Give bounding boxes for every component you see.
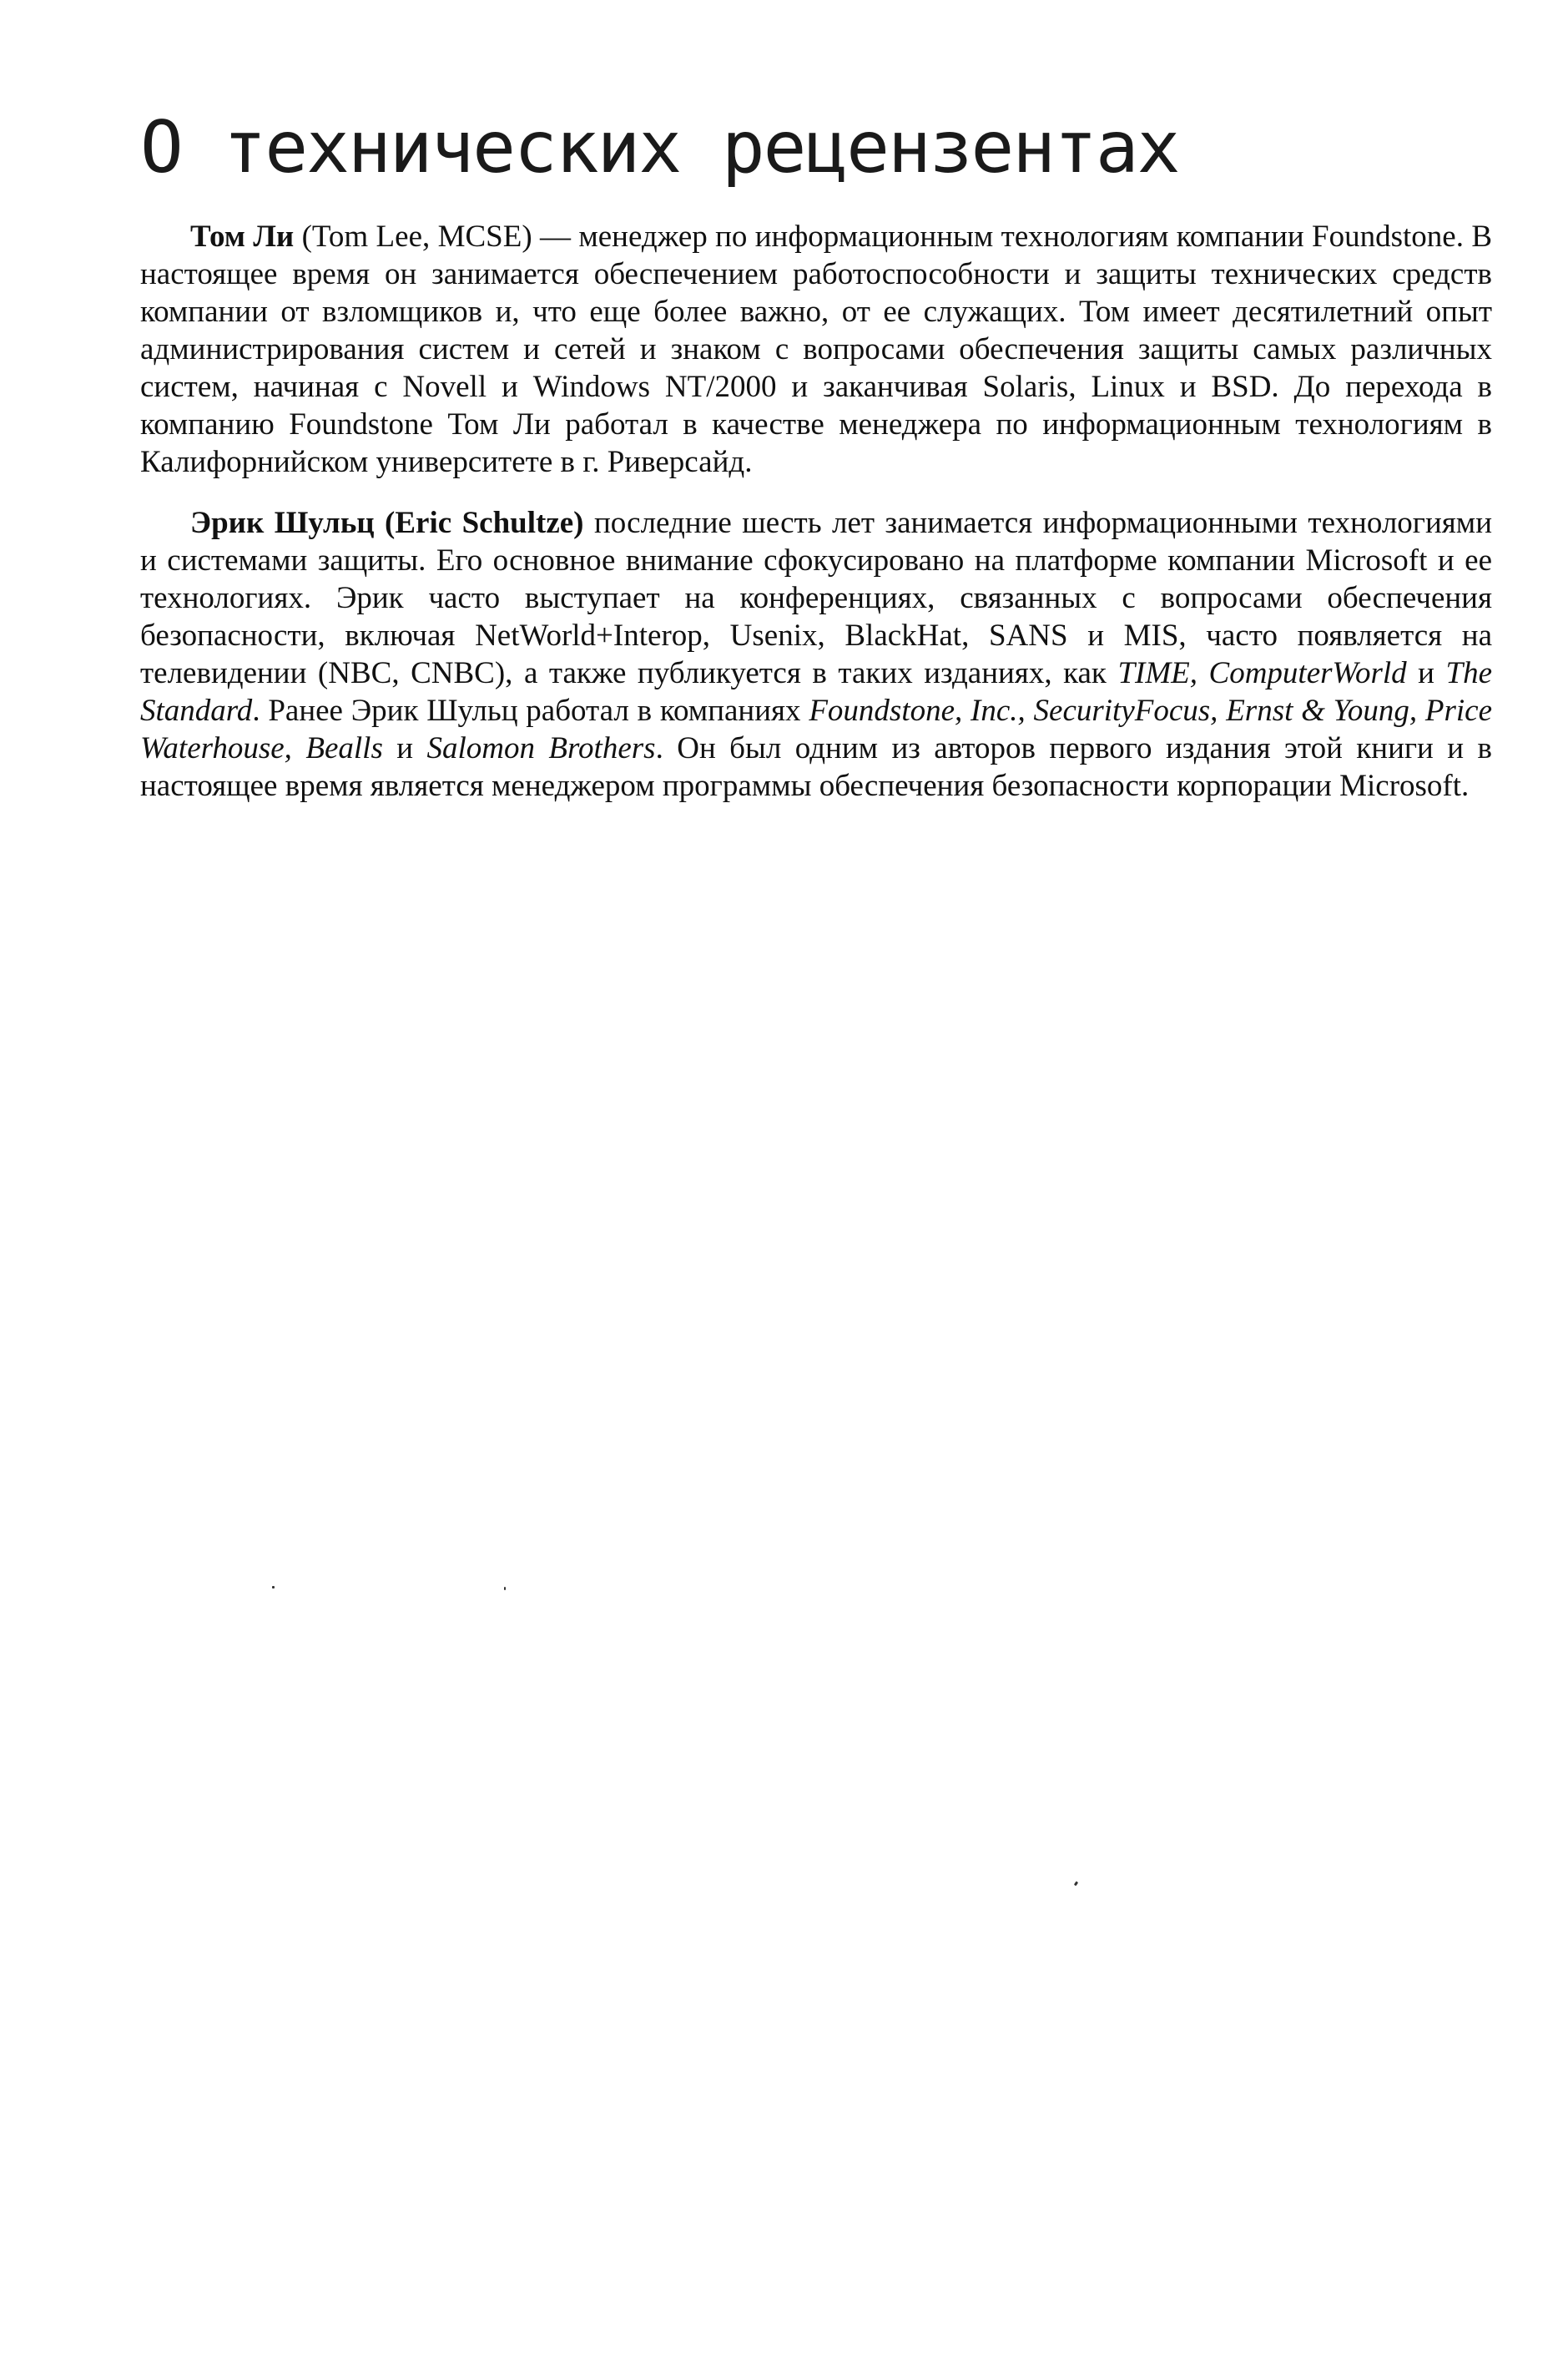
reviewer-bio-text: . Ранее Эрик Шульц работал в компаниях: [252, 693, 809, 728]
publication-names: TIME, ComputerWorld: [1117, 655, 1407, 690]
page-title: О технических рецензентах: [140, 106, 1179, 189]
reviewer-name-latin: (Eric Schultze): [385, 505, 584, 540]
reviewer-bio-text: последние шесть лет занимается информационными технологиями и системами защиты. Его основное внимание сфокусировано на платформе компании Microsoft и ее технологиях. Эрик часто выступает на конференциях, связанных с вопросами обеспечения безопасности, включая NetWorld+Interop, Usenix, BlackHat, SANS и MIS, часто появляется на телевидении (NBC, CNBC), а также публикуется в таких изданиях, как: [140, 505, 1493, 690]
scan-speck: [1074, 1881, 1078, 1887]
reviewer-paragraph-eric-schultze: [140, 504, 1492, 805]
company-names: Foundstone, Inc., SecurityFocus, Ernst & Young, Price Waterhouse, Bealls: [140, 693, 1492, 765]
scan-speck: [272, 1586, 275, 1589]
publication-names: The Standard: [140, 655, 1492, 728]
scan-speck: [504, 1587, 506, 1590]
company-names: Salomon Brothers: [426, 730, 656, 765]
reviewer-bio-text: и: [382, 730, 427, 765]
page-content: [140, 106, 1493, 828]
reviewer-bio-text: (Tom Lee, MCSE) — менеджер по информационным технологиям компании Foundstone. В настоящее время он занимается обеспечением работоспособности и защиты технических средств компании от взломщиков и, что еще более важно, от ее служащих. Том имеет десятилетний опыт администрирования систем и сетей и знаком с вопросами обеспечения защиты самых различных систем, начиная с Novell и Windows NT/2000 и заканчивая Solaris, Linux и BSD. До перехода в компанию Foundstone Том Ли работал в качестве менеджера по информационным технологиям в Калифорнийском университете в г. Риверсайд.: [140, 219, 1492, 479]
reviewer-bio-text: и: [1406, 655, 1446, 690]
reviewer-name: Эрик Шульц: [190, 505, 375, 540]
reviewer-paragraph-tom-lee: [140, 218, 1492, 481]
reviewer-name: Том Ли: [190, 219, 295, 254]
reviewer-bio-text: . Он был одним из авторов первого издания этой книги и в настоящее время является менеджером программы обеспечения безопасности корпорации Microsoft.: [140, 730, 1492, 803]
